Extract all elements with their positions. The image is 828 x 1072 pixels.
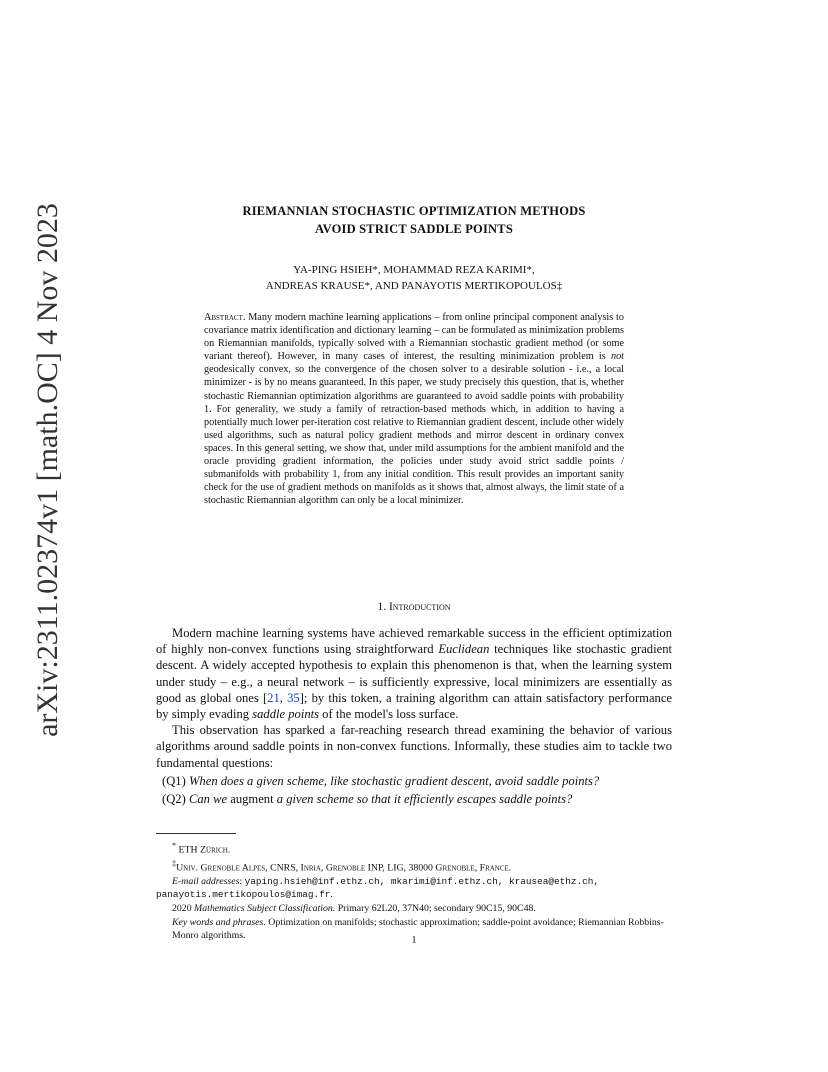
para1-text-d: of the model's loss surface.	[319, 707, 459, 722]
question-2	[162, 791, 672, 807]
title-line-2: AVOID STRICT SADDLE POINTS	[315, 222, 513, 236]
question-1-label: (Q1)	[162, 773, 186, 788]
abstract-label: Abstract.	[204, 312, 246, 323]
para1-emphasis-euclidean: Euclidean	[438, 642, 490, 657]
keywords-label: Key words and phrases.	[172, 916, 266, 928]
section-number: 1.	[377, 601, 387, 613]
footnote-emails: E-mail addresses: yaping.hsieh@inf.ethz.ch, mkarimi@inf.ethz.ch, krausea@ethz.ch,	[172, 875, 600, 887]
question-2-text-b: augment	[227, 792, 277, 807]
question-2-label: (Q2)	[162, 792, 186, 807]
para1-emphasis-saddle: saddle points	[252, 707, 320, 722]
affiliation-eth: ETH Zürich.	[178, 844, 231, 856]
email-list-line-1[interactable]: yaping.hsieh@inf.ethz.ch, mkarimi@inf.ethz.ch, krausea@ethz.ch,	[244, 875, 600, 887]
question-2-text-a: Can we	[188, 792, 228, 807]
para1-text-b: techniques like stochastic gradient descent. A widely accepted hypothesis to explain this phenomenon is that, when the learning system under study – e.g., a neural network – is sufficiently expressive, local minimizers are essentially as good as global ones [	[156, 642, 672, 705]
question-1	[162, 773, 672, 789]
email-list-line-2[interactable]: panayotis.mertikopoulos@imag.fr	[156, 889, 331, 901]
footnote-mark: ‡	[172, 858, 177, 868]
msc-label: Mathematics Subject Classification.	[194, 902, 336, 914]
abstract-emphasis-not: not	[610, 351, 624, 363]
section-title: Introduction	[388, 601, 451, 613]
footnote-rule	[156, 833, 236, 834]
abstract-text-2: geodesically convex, so the convergence of the chosen solver to a desirable solution - i.e., a local minimizer - is by no means guaranteed. In this paper, we study precisely this question, that is, whether stochastic Riemannian optimization algorithms are guaranteed to avoid saddle points with probability 1. For generality, we study a family of retraction-based methods which, in addition to having a potentially much lower per-iteration cost relative to Riemannian gradient descent, include other widely used algorithms, such as natural policy gradient methods and mirror descent in ordinary convex spaces. In this general setting, we show that, under mild assumptions for the ambient manifold and the oracle providing gradient information, the policies under study avoid strict saddle points / submanifolds with probability 1, from any initial condition. This result provides an important sanity check for the use of gradient methods on manifolds as it shows that, almost always, the limit state of a stochastic Riemannian algorithm can only be a local minimizer.	[204, 364, 624, 507]
abstract	[204, 311, 624, 507]
footnote-emails-cont: panayotis.mertikopoulos@imag.fr.	[156, 889, 333, 901]
section-heading	[156, 601, 672, 613]
footnotes	[156, 839, 672, 943]
paragraph-2: This observation has sparked a far-reaching research thread examining the behavior of various algorithms around saddle points in non-convex functions. Informally, these studies aim to tackle two fundamental questions:	[156, 723, 672, 770]
author-list	[156, 262, 672, 294]
para1-text-c: ]; by this token, a training algorithm can attain satisfactory performance by simply evading	[156, 690, 673, 722]
footnote-msc	[156, 902, 672, 916]
footnote-eth	[156, 839, 672, 857]
paragraph-1	[156, 625, 672, 722]
citation-separator: ,	[279, 690, 288, 705]
email-label: E-mail addresses	[172, 875, 240, 887]
arxiv-identifier: arXiv:2311.02374v1 [math.OC] 4 Nov 2023	[31, 203, 64, 737]
authors-line-1: YA-PING HSIEH*, MOHAMMAD REZA KARIMI*,	[293, 264, 535, 276]
msc-year: 2020	[172, 902, 195, 914]
title-line-1: RIEMANNIAN STOCHASTIC OPTIMIZATION METHODS	[242, 204, 586, 218]
introduction-body	[156, 625, 672, 807]
footnote-mark: *	[172, 841, 177, 850]
question-2-text-c: a given scheme so that it efficiently escapes saddle points?	[276, 792, 573, 807]
para1-text-a: Modern machine learning systems have achieved remarkable success in the efficient optimization of highly non-convex functions using straightforward	[156, 626, 672, 657]
affiliation-grenoble: Univ. Grenoble Alpes, CNRS, Inria, Grenoble INP, LIG, 38000 Grenoble, France.	[176, 862, 512, 874]
footnote-grenoble	[156, 857, 672, 875]
page-number: 1	[411, 935, 417, 946]
paper-title	[156, 202, 672, 238]
authors-line-2: ANDREAS KRAUSE*, AND PANAYOTIS MERTIKOPOULOS‡	[265, 280, 563, 292]
keywords-text: Optimization on manifolds; stochastic approximation; saddle-point avoidance; Riemannian Robbins-Monro algorithms.	[172, 916, 664, 942]
question-1-text: When does a given scheme, like stochastic gradient descent, avoid saddle points?	[188, 773, 600, 788]
citation-link[interactable]: 21	[267, 690, 280, 705]
abstract-text-1: Many modern machine learning applications – from online principal component analysis to covariance matrix identification and dictionary learning – can be formulated as minimization problems on Riemannian manifolds, typically solved with a Riemannian stochastic gradient method (or some variant thereof). However, in many cases of interest, the resulting minimization problem is	[204, 312, 624, 363]
msc-text: Primary 62L20, 37N40; secondary 90C15, 90C48.	[335, 902, 536, 914]
citation-link[interactable]: 35	[287, 690, 300, 705]
